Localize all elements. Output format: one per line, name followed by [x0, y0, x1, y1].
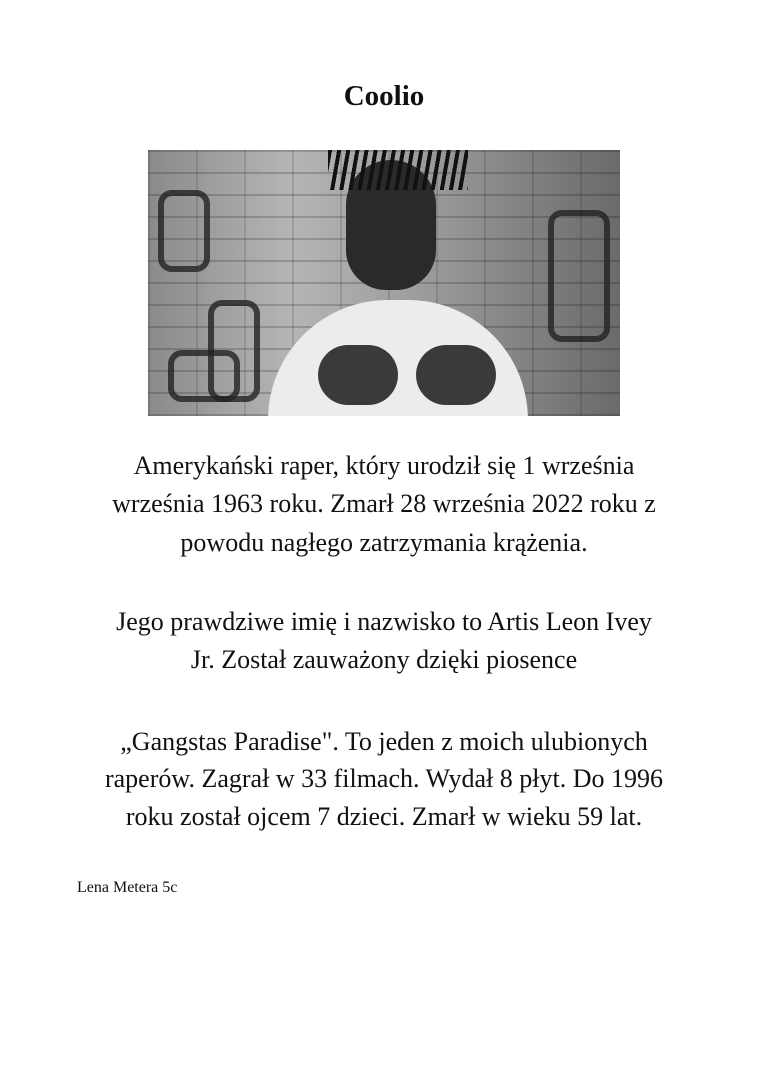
paragraph-3-line: „Gangstas Paradise". To jeden z moich ulubionych [120, 727, 648, 756]
paragraph-2-line: Jego prawdziwe imię i nazwisko to Artis Leon Ivey [116, 607, 652, 636]
paragraph-1-line: września 1963 roku. Zmarł 28 września 2022 roku z [112, 489, 656, 518]
author-signature: Lena Metera 5c [77, 879, 178, 896]
paragraph-2-line: Jr. Został zauważony dzięki piosence [190, 645, 578, 674]
paragraph-1-line: powodu nagłego zatrzymania krążenia. [180, 528, 588, 557]
page-title: Coolio [343, 80, 425, 112]
paragraph-3-line: roku został ojcem 7 dzieci. Zmarł w wieku 59 lat. [125, 802, 643, 831]
paragraph-3-line: raperów. Zagrał w 33 filmach. Wydał 8 płyt. Do 1996 [104, 764, 663, 793]
portrait-photo [148, 150, 620, 416]
paragraph-1-line: Amerykański raper, który urodził się 1 września [133, 451, 635, 480]
